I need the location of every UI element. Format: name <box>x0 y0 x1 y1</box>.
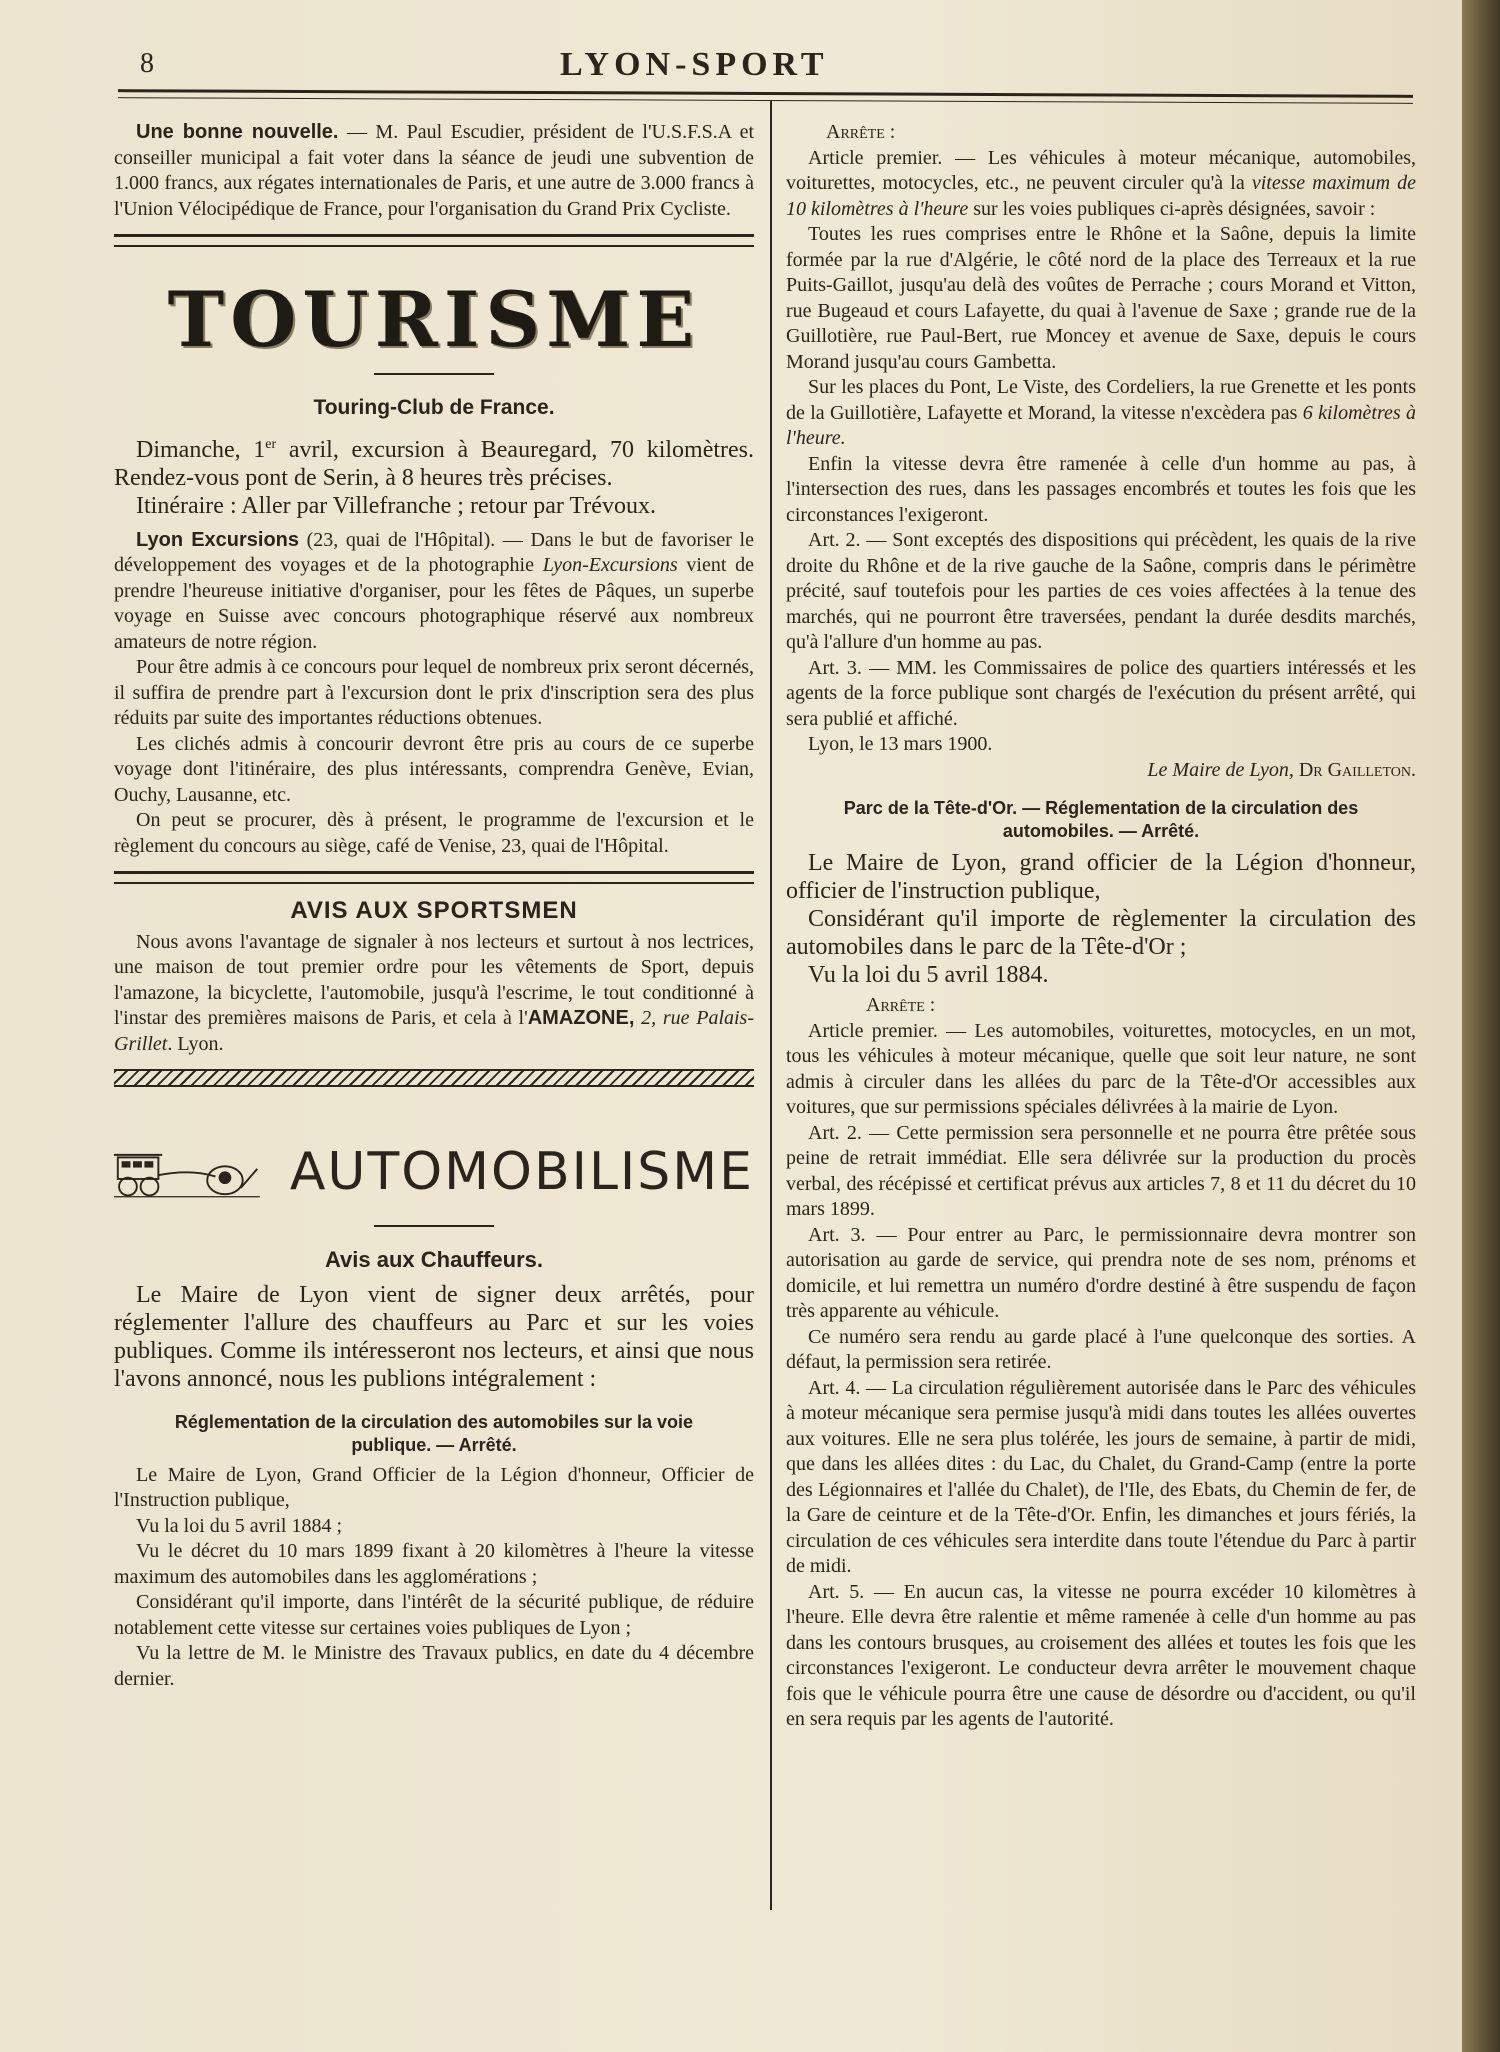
page-number: 8 <box>140 48 154 79</box>
automobile-engraving-icon <box>114 1127 260 1217</box>
arrete-article-2: Art. 2. — Sont exceptés des dispositions qui précèdent, les quais de la rive droite du Rhône et de la rive gauche de la Saône, compris dans le périmètre précité, sauf toutefois pour les parties de ces voies affectées à la tenue des marchés, qui ne pourront être traversées, pendant la durée desdits marchés, qu'à l'allure d'un homme au pas. <box>786 529 1416 653</box>
lyon-excursions-p4: On peut se procurer, dès à présent, le programme de l'excursion et le règlement du concours au siège, café de Venise, 23, quai de l'Hôpital. <box>114 809 754 857</box>
right-column <box>786 120 1416 1733</box>
touring-p1-b: avril, excursion à Beauregard, 70 kilomètres. Rendez-vous pont de Serin, à 8 heures très précises. <box>114 436 754 491</box>
avis-text-bold: AMAZONE, <box>527 1007 635 1029</box>
lyon-exc-p1-a: (23, quai de l'Hôpital). — Dans le but de favoriser le développement des voyages et de la photographie <box>114 528 754 576</box>
parc-intro: Considérant qu'il importe de règlementer la circulation des automobiles dans le parc de la Tête-d'Or ; <box>786 906 1416 960</box>
automobilisme-banner <box>114 1127 754 1217</box>
touring-club-title: Touring-Club de France. <box>313 396 555 419</box>
places-it: 6 kilomètres à l'heure. <box>786 401 1416 449</box>
avis-sportsmen-title: AVIS AUX SPORTSMEN <box>290 897 578 924</box>
avis-text-a: Nous avons l'avantage de signaler à nos lecteurs et surtout à nos lectrices, une maison de tout premier ordre pour les vêtements de Sport, depuis l'amazone, la bicyclette, l'automobile, jusqu'à l'escrime, le tout conditionné à l'instar des premières maisons de Paris, et cela à l' <box>114 930 754 1029</box>
tourisme-heading: TOURISME <box>167 275 701 364</box>
enfin-paragraph: Enfin la vitesse devra être ramenée à celle d'un homme au pas, à l'intersection des rues, dans les passages encombrés et toutes les fois que les circonstances l'exigeront. <box>786 452 1416 526</box>
short-rule <box>374 373 494 375</box>
signature-it: Le Maire de Lyon, <box>1147 758 1294 781</box>
art1-a: Article premier. — Les véhicules à moteur mécanique, automobiles, voiturettes, motocycles, etc., ne peuvent circuler qu'à la <box>786 146 1416 194</box>
arrete-label-2: Arrête : <box>866 994 936 1016</box>
short-rule <box>374 1225 494 1227</box>
touring-paragraph-1 <box>114 431 754 492</box>
regl-para: Le Maire de Lyon, Grand Officier de la Légion d'honneur, Officier de l'Instruction publique, <box>114 1463 754 1511</box>
touring-paragraph-2: Itinéraire : Aller par Villefranche ; retour par Trévoux. <box>136 492 656 519</box>
automobilisme-heading: AUTOMOBILISME <box>289 1142 754 1202</box>
lyon-excursions-p2: Pour être admis à ce concours pour lequel de nombreux prix seront décernés, il suffira de prendre part à l'excursion dont le prix d'inscription sera des plus réduits par suite des importantes réductions obtenues. <box>114 656 754 729</box>
arrete-article-1 <box>786 146 1416 223</box>
parc-article-1: Article premier. — Les automobiles, voiturettes, motocycles, en un mot, tous les véhicules à moteur mécanique, quelle que soit leur nature, ne sont admis à circuler dans les allées du parc de la Tête-d'Or accessibles aux voitures, que sur permissions spéciales délivrées à la mairie de Lyon. <box>786 1019 1416 1118</box>
bonne-nouvelle-lead: Une bonne nouvelle. <box>136 121 339 143</box>
lyon-exc-p1-it: Lyon-Excursions <box>542 554 678 576</box>
header-rule <box>118 89 1413 104</box>
parc-article-3: Art. 3. — Pour entrer au Parc, le permissionnaire devra montrer son autorisation au garde de service, qui prendra note de ses nom, prénoms et domicile, et lui remettra un numéro d'ordre destiné à être suspendu de façon très apparente au véhicule. <box>786 1223 1416 1322</box>
ornamental-divider <box>114 1069 754 1087</box>
arrete-signature <box>786 758 1416 784</box>
left-column <box>114 120 754 1692</box>
avis-text-it: 2, rue Palais-Grillet <box>114 1007 754 1055</box>
arrete-article-3: Art. 3. — MM. les Commissaires de police des quartiers intéressés et les agents de la force publique sont chargés de l'exécution du présent arrêté, qui sera publié et affiché. <box>786 656 1416 730</box>
signature-name: Dr Gailleton. <box>1293 758 1416 781</box>
avis-chauffeurs-title: Avis aux Chauffeurs. <box>324 1247 544 1272</box>
regl-para: Considérant qu'il importe, dans l'intérêt de la sécurité publique, de réduire notablement cette vitesse sur certaines voies publiques de Lyon ; <box>114 1591 754 1639</box>
page-edge <box>1462 0 1500 2052</box>
regl-para: Vu la lettre de M. le Ministre des Travaux publics, en date du 4 décembre dernier. <box>114 1642 754 1690</box>
arrete-date: Lyon, le 13 mars 1900. <box>808 733 993 755</box>
lyon-excursions-p3: Les clichés admis à concourir devront être pris au cours de ce superbe voyage dont l'itinéraire, des plus intéressants, comprendra Genève, Evian, Ouchy, Lausanne, etc. <box>114 732 754 806</box>
avis-sportsmen-text <box>114 930 754 1058</box>
lyon-excursions-lead: Lyon Excursions <box>136 528 300 551</box>
avis-text-end: . Lyon. <box>167 1032 224 1055</box>
art1-it: vitesse maximum de 10 kilomètres à l'heure <box>786 172 1417 220</box>
section-divider <box>114 234 754 247</box>
reglementation-title: Réglementation de la circulation des automobiles sur la voie publique. — Arrêté. <box>174 1411 694 1455</box>
places-a: Sur les places du Pont, Le Viste, des Cordeliers, la rue Grenette et les ponts de la Guillotière, Lafayette et Morand, la vitesse n'excèdera pas <box>786 376 1416 424</box>
regl-para: Vu la loi du 5 avril 1884 ; <box>136 1514 342 1537</box>
parc-numero: Ce numéro sera rendu au garde placé à l'une quelconque des sorties. A défaut, la permission sera retirée. <box>786 1325 1416 1373</box>
parc-article-4: Art. 4. — La circulation régulièrement autorisée dans le Parc des véhicules à moteur mécanique sera permise jusqu'à midi dans toutes les allées ouvertes aux voitures. Elle ne sera plus tolérée, les jours de semaine, à partir de midi, que dans les allées dites : du Lac, du Chalet, du Grand-Camp (entre la porte des Légionnaires et l'allée du Chalet), de l'Ile, des Ebats, du Chemin de fer, de la Gare de ceinture et de la Tête-d'Or. Enfin, les dimanches et jours fériés, la circulation de ces véhicules sera interdite dans toute l'étendue du Parc à partir de midi. <box>786 1376 1416 1577</box>
parc-title: Parc de la Tête-d'Or. — Réglementation de la circulation des automobiles. — Arrêté. <box>843 798 1359 841</box>
section-divider <box>114 871 754 884</box>
parc-article-2: Art. 2. — Cette permission sera personnelle et ne pourra être prêtée sous peine de retrait immédiat. Elle sera délivrée sur la production du procès verbal, des récépissé et certificat prévus aux articles 7, 8 et 11 du décret du 10 mars 1899. <box>786 1121 1416 1220</box>
column-divider <box>770 100 772 1910</box>
lyon-exc-p1-b: vient de prendre l'heureuse initiative d'organiser, pour les fêtes de Pâques, un superbe voyage en Suisse avec concours photographique réservé aux nombreux amateurs de notre région. <box>114 554 754 653</box>
avis-chauffeurs-text: Le Maire de Lyon vient de signer deux arrêtés, pour réglementer l'allure des chauffeurs au Parc et sur les voies publiques. Comme ils intéresseront nos lecteurs, et ainsi que nous l'avons annoncé, nous les publions intégralement : <box>114 1281 754 1392</box>
regl-para: Vu le décret du 10 mars 1899 fixant à 20 kilomètres à l'heure la vitesse maximum des automobiles dans les agglomérations ; <box>114 1540 754 1588</box>
parc-intro: Le Maire de Lyon, grand officier de la Légion d'honneur, officier de l'instruction publique, <box>786 850 1416 904</box>
rues-paragraph: Toutes les rues comprises entre le Rhône et la Saône, depuis la limite formée par la rue d'Algérie, le côté nord de la place des Terreaux et la rue Puits-Gaillot, jusqu'au delà des voûtes de Perrache ; cours Morand et Vitton, rue Bugeaud et cours Lafayette, du quai à l'avenue de Saxe ; grande rue de la Guillotière, rue Paul-Bert, rue Moncey et avenue de Saxe, depuis le cours Morand jusqu'au cours Gambetta. <box>786 223 1416 373</box>
masthead: LYON-SPORT <box>560 46 829 83</box>
bonne-nouvelle-article <box>114 120 754 222</box>
lyon-excursions-p1 <box>114 528 754 656</box>
places-paragraph <box>786 375 1416 452</box>
parc-intro: Vu la loi du 5 avril 1884. <box>808 962 1049 988</box>
touring-p1-sup: er <box>265 436 277 452</box>
touring-p1-a: Dimanche, 1 <box>136 436 266 463</box>
bonne-nouvelle-text: — M. Paul Escudier, président de l'U.S.F.S.A et conseiller municipal a fait voter dans la séance de jeudi une subvention de 1.000 francs, aux régates internationales de Paris, et une autre de 3.000 francs à l'Union Vélocipédique de France, pour l'organisation du Grand Prix Cycliste. <box>114 121 755 220</box>
arrete-label: Arrête : <box>826 121 896 143</box>
art1-b: sur les voies publiques ci-après désignées, savoir : <box>968 197 1376 220</box>
parc-article-5: Art. 5. — En aucun cas, la vitesse ne pourra excéder 10 kilomètres à l'heure. Elle devra être ralentie et même ramenée à celle d'un homme au pas dans les contours brusques, au croisement des allées et toutes les fois que les circonstances l'exigeront. Le conducteur devra arrêter le mouvement chaque fois que le véhicule pourra être une cause de désordre ou d'accident, ou qu'il en sera requis par les agents de l'autorité. <box>786 1580 1416 1730</box>
